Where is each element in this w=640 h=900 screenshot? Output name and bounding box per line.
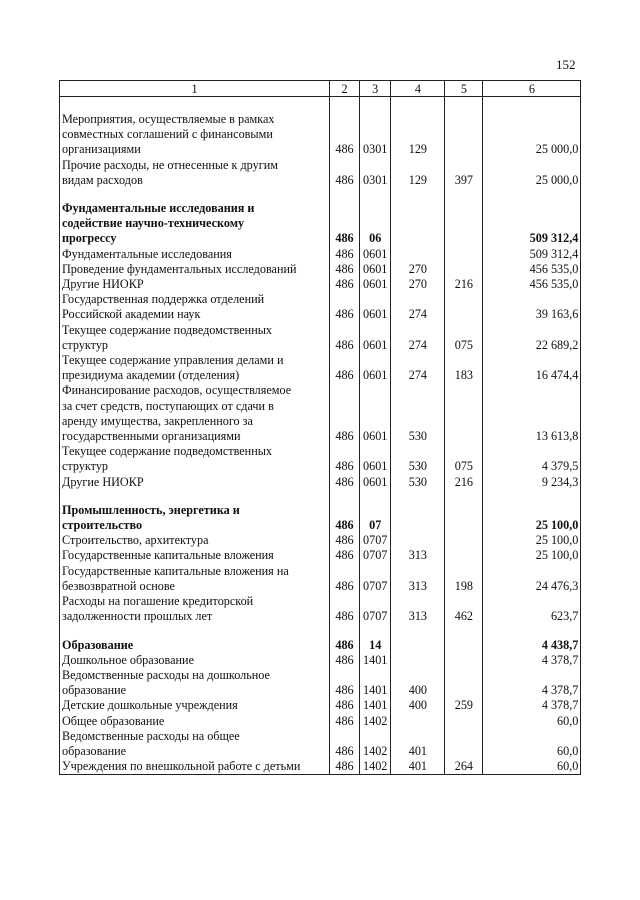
section-row <box>60 503 581 533</box>
spacer-cell <box>391 97 445 113</box>
code-target-article: 530 <box>391 383 445 444</box>
code-expense-type <box>445 201 483 247</box>
code-section: 1401 <box>360 668 391 698</box>
expense-name: Проведение фундаментальных исследований <box>60 262 330 277</box>
code-ministry: 486 <box>330 594 360 624</box>
expense-name: Государственная поддержка отделений Российской академии наук <box>60 292 330 322</box>
expense-name: Учреждения по внешкольной работе с детьми <box>60 759 330 775</box>
code-section: 1402 <box>360 729 391 759</box>
code-expense-type <box>445 714 483 729</box>
code-ministry: 486 <box>330 533 360 548</box>
amount: 25 100,0 <box>483 533 581 548</box>
code-ministry: 486 <box>330 323 360 353</box>
code-expense-type <box>445 262 483 277</box>
code-ministry: 486 <box>330 112 360 158</box>
amount: 60,0 <box>483 759 581 775</box>
section-row <box>60 201 581 247</box>
amount: 25 000,0 <box>483 158 581 188</box>
amount: 4 379,5 <box>483 444 581 474</box>
expense-name: Государственные капитальные вложения на безвозвратной основе <box>60 564 330 594</box>
code-ministry: 486 <box>330 548 360 563</box>
spacer-cell <box>360 490 391 503</box>
code-section: 0707 <box>360 594 391 624</box>
spacer-row <box>60 625 581 638</box>
code-target-article: 401 <box>391 729 445 759</box>
table-row <box>60 729 581 759</box>
code-expense-type <box>445 112 483 158</box>
code-ministry: 486 <box>330 292 360 322</box>
code-target-article: 270 <box>391 277 445 292</box>
table-row <box>60 383 581 444</box>
code-target-article: 129 <box>391 158 445 188</box>
budget-table <box>59 80 581 775</box>
code-target-article: 400 <box>391 668 445 698</box>
amount: 9 234,3 <box>483 475 581 490</box>
code-section: 1402 <box>360 759 391 775</box>
spacer-cell <box>391 490 445 503</box>
code-section: 0601 <box>360 292 391 322</box>
column-header-3: 3 <box>360 81 391 97</box>
table-row <box>60 112 581 158</box>
table-row <box>60 548 581 563</box>
code-target-article <box>391 638 445 653</box>
expense-name: Дошкольное образование <box>60 653 330 668</box>
amount: 509 312,4 <box>483 201 581 247</box>
table-row <box>60 698 581 713</box>
code-expense-type <box>445 653 483 668</box>
column-header-5: 5 <box>445 81 483 97</box>
table-row <box>60 714 581 729</box>
table-row <box>60 668 581 698</box>
code-ministry: 486 <box>330 564 360 594</box>
code-target-article <box>391 714 445 729</box>
code-target-article: 530 <box>391 444 445 474</box>
expense-name: Фундаментальные исследования и содействие научно-техническому прогрессу <box>60 201 330 247</box>
expense-name: Текущее содержание управления делами и президиума академии (отделения) <box>60 353 330 383</box>
spacer-cell <box>483 625 581 638</box>
code-expense-type <box>445 668 483 698</box>
expense-name: Государственные капитальные вложения <box>60 548 330 563</box>
code-expense-type <box>445 638 483 653</box>
code-expense-type <box>445 247 483 262</box>
code-section: 0601 <box>360 383 391 444</box>
expense-name: Мероприятия, осуществляемые в рамках совместных соглашений с финансовыми организациями <box>60 112 330 158</box>
code-section: 0301 <box>360 112 391 158</box>
code-section: 0601 <box>360 277 391 292</box>
expense-name: Другие НИОКР <box>60 475 330 490</box>
table-row <box>60 594 581 624</box>
code-expense-type <box>445 729 483 759</box>
code-expense-type: 397 <box>445 158 483 188</box>
spacer-cell <box>483 188 581 201</box>
expense-name: Детские дошкольные учреждения <box>60 698 330 713</box>
code-expense-type: 216 <box>445 277 483 292</box>
amount: 16 474,4 <box>483 353 581 383</box>
table-row <box>60 292 581 322</box>
code-section: 0601 <box>360 262 391 277</box>
table-row <box>60 533 581 548</box>
table-row <box>60 475 581 490</box>
expense-name: Промышленность, энергетика и строительство <box>60 503 330 533</box>
code-section: 06 <box>360 201 391 247</box>
code-ministry: 486 <box>330 158 360 188</box>
code-expense-type <box>445 292 483 322</box>
expense-name: Текущее содержание подведомственных структур <box>60 323 330 353</box>
code-ministry: 486 <box>330 638 360 653</box>
code-expense-type <box>445 383 483 444</box>
code-expense-type: 264 <box>445 759 483 775</box>
code-expense-type: 075 <box>445 323 483 353</box>
code-expense-type <box>445 503 483 533</box>
code-section: 0601 <box>360 323 391 353</box>
amount: 25 100,0 <box>483 548 581 563</box>
code-target-article <box>391 533 445 548</box>
code-target-article <box>391 653 445 668</box>
code-ministry: 486 <box>330 247 360 262</box>
code-target-article: 129 <box>391 112 445 158</box>
column-header-1: 1 <box>60 81 330 97</box>
amount: 60,0 <box>483 729 581 759</box>
code-ministry: 486 <box>330 729 360 759</box>
code-ministry: 486 <box>330 201 360 247</box>
code-expense-type: 259 <box>445 698 483 713</box>
code-expense-type <box>445 533 483 548</box>
table-header <box>60 81 581 97</box>
code-target-article: 313 <box>391 564 445 594</box>
code-target-article <box>391 201 445 247</box>
amount: 25 100,0 <box>483 503 581 533</box>
code-target-article: 313 <box>391 548 445 563</box>
code-section: 0301 <box>360 158 391 188</box>
spacer-cell <box>391 188 445 201</box>
spacer-cell <box>445 490 483 503</box>
code-target-article <box>391 247 445 262</box>
table-row <box>60 564 581 594</box>
spacer-row <box>60 188 581 201</box>
spacer-row <box>60 97 581 113</box>
code-expense-type <box>445 548 483 563</box>
table-row <box>60 158 581 188</box>
code-ministry: 486 <box>330 653 360 668</box>
expense-name: Ведомственные расходы на общее образование <box>60 729 330 759</box>
spacer-cell <box>391 625 445 638</box>
code-ministry: 486 <box>330 444 360 474</box>
expense-name: Текущее содержание подведомственных структур <box>60 444 330 474</box>
amount: 39 163,6 <box>483 292 581 322</box>
column-number-row <box>60 81 581 97</box>
code-target-article: 274 <box>391 323 445 353</box>
expense-name: Образование <box>60 638 330 653</box>
code-target-article: 530 <box>391 475 445 490</box>
spacer-cell <box>60 188 330 201</box>
amount: 4 438,7 <box>483 638 581 653</box>
table-row <box>60 653 581 668</box>
spacer-cell <box>360 188 391 201</box>
code-section: 1401 <box>360 653 391 668</box>
expense-name: Фундаментальные исследования <box>60 247 330 262</box>
expense-name: Прочие расходы, не отнесенные к другим видам расходов <box>60 158 330 188</box>
code-section: 0601 <box>360 475 391 490</box>
code-ministry: 486 <box>330 475 360 490</box>
code-ministry: 486 <box>330 668 360 698</box>
code-ministry: 486 <box>330 503 360 533</box>
table-row <box>60 247 581 262</box>
spacer-cell <box>330 97 360 113</box>
spacer-cell <box>445 97 483 113</box>
code-expense-type: 183 <box>445 353 483 383</box>
amount: 4 378,7 <box>483 698 581 713</box>
table-row <box>60 323 581 353</box>
expense-name: Финансирование расходов, осуществляемое за счет средств, поступающих от сдачи в аренду имущества, закрепленного за государственными организациями <box>60 383 330 444</box>
code-target-article: 401 <box>391 759 445 775</box>
code-section: 1402 <box>360 714 391 729</box>
code-expense-type: 075 <box>445 444 483 474</box>
amount: 22 689,2 <box>483 323 581 353</box>
spacer-cell <box>360 97 391 113</box>
code-section: 07 <box>360 503 391 533</box>
code-expense-type: 462 <box>445 594 483 624</box>
code-section: 0601 <box>360 353 391 383</box>
spacer-cell <box>330 188 360 201</box>
spacer-cell <box>330 490 360 503</box>
expense-name: Ведомственные расходы на дошкольное образование <box>60 668 330 698</box>
table-row <box>60 262 581 277</box>
code-ministry: 486 <box>330 383 360 444</box>
code-section: 14 <box>360 638 391 653</box>
amount: 456 535,0 <box>483 277 581 292</box>
code-expense-type: 198 <box>445 564 483 594</box>
code-ministry: 486 <box>330 759 360 775</box>
code-target-article: 274 <box>391 292 445 322</box>
table-body <box>60 97 581 775</box>
code-expense-type: 216 <box>445 475 483 490</box>
amount: 13 613,8 <box>483 383 581 444</box>
spacer-cell <box>360 625 391 638</box>
code-ministry: 486 <box>330 714 360 729</box>
amount: 60,0 <box>483 714 581 729</box>
code-target-article: 274 <box>391 353 445 383</box>
amount: 24 476,3 <box>483 564 581 594</box>
amount: 25 000,0 <box>483 112 581 158</box>
table-row <box>60 277 581 292</box>
column-header-6: 6 <box>483 81 581 97</box>
spacer-row <box>60 490 581 503</box>
spacer-cell <box>60 625 330 638</box>
table-row <box>60 759 581 775</box>
code-section: 0601 <box>360 444 391 474</box>
code-ministry: 486 <box>330 277 360 292</box>
spacer-cell <box>483 490 581 503</box>
spacer-cell <box>330 625 360 638</box>
code-section: 1401 <box>360 698 391 713</box>
code-target-article: 270 <box>391 262 445 277</box>
spacer-cell <box>60 97 330 113</box>
amount: 456 535,0 <box>483 262 581 277</box>
code-ministry: 486 <box>330 262 360 277</box>
code-section: 0601 <box>360 247 391 262</box>
code-ministry: 486 <box>330 353 360 383</box>
amount: 509 312,4 <box>483 247 581 262</box>
expense-name: Общее образование <box>60 714 330 729</box>
spacer-cell <box>445 625 483 638</box>
amount: 4 378,7 <box>483 668 581 698</box>
spacer-cell <box>445 188 483 201</box>
code-ministry: 486 <box>330 698 360 713</box>
column-header-2: 2 <box>330 81 360 97</box>
code-target-article: 313 <box>391 594 445 624</box>
expense-name: Расходы на погашение кредиторской задолженности прошлых лет <box>60 594 330 624</box>
expense-name: Строительство, архитектура <box>60 533 330 548</box>
table-row <box>60 353 581 383</box>
code-section: 0707 <box>360 564 391 594</box>
section-row <box>60 638 581 653</box>
amount: 623,7 <box>483 594 581 624</box>
amount: 4 378,7 <box>483 653 581 668</box>
code-target-article: 400 <box>391 698 445 713</box>
code-section: 0707 <box>360 533 391 548</box>
expense-name: Другие НИОКР <box>60 277 330 292</box>
code-target-article <box>391 503 445 533</box>
page-number: 152 <box>556 57 576 72</box>
column-header-4: 4 <box>391 81 445 97</box>
code-section: 0707 <box>360 548 391 563</box>
spacer-cell <box>483 97 581 113</box>
spacer-cell <box>60 490 330 503</box>
table-row <box>60 444 581 474</box>
